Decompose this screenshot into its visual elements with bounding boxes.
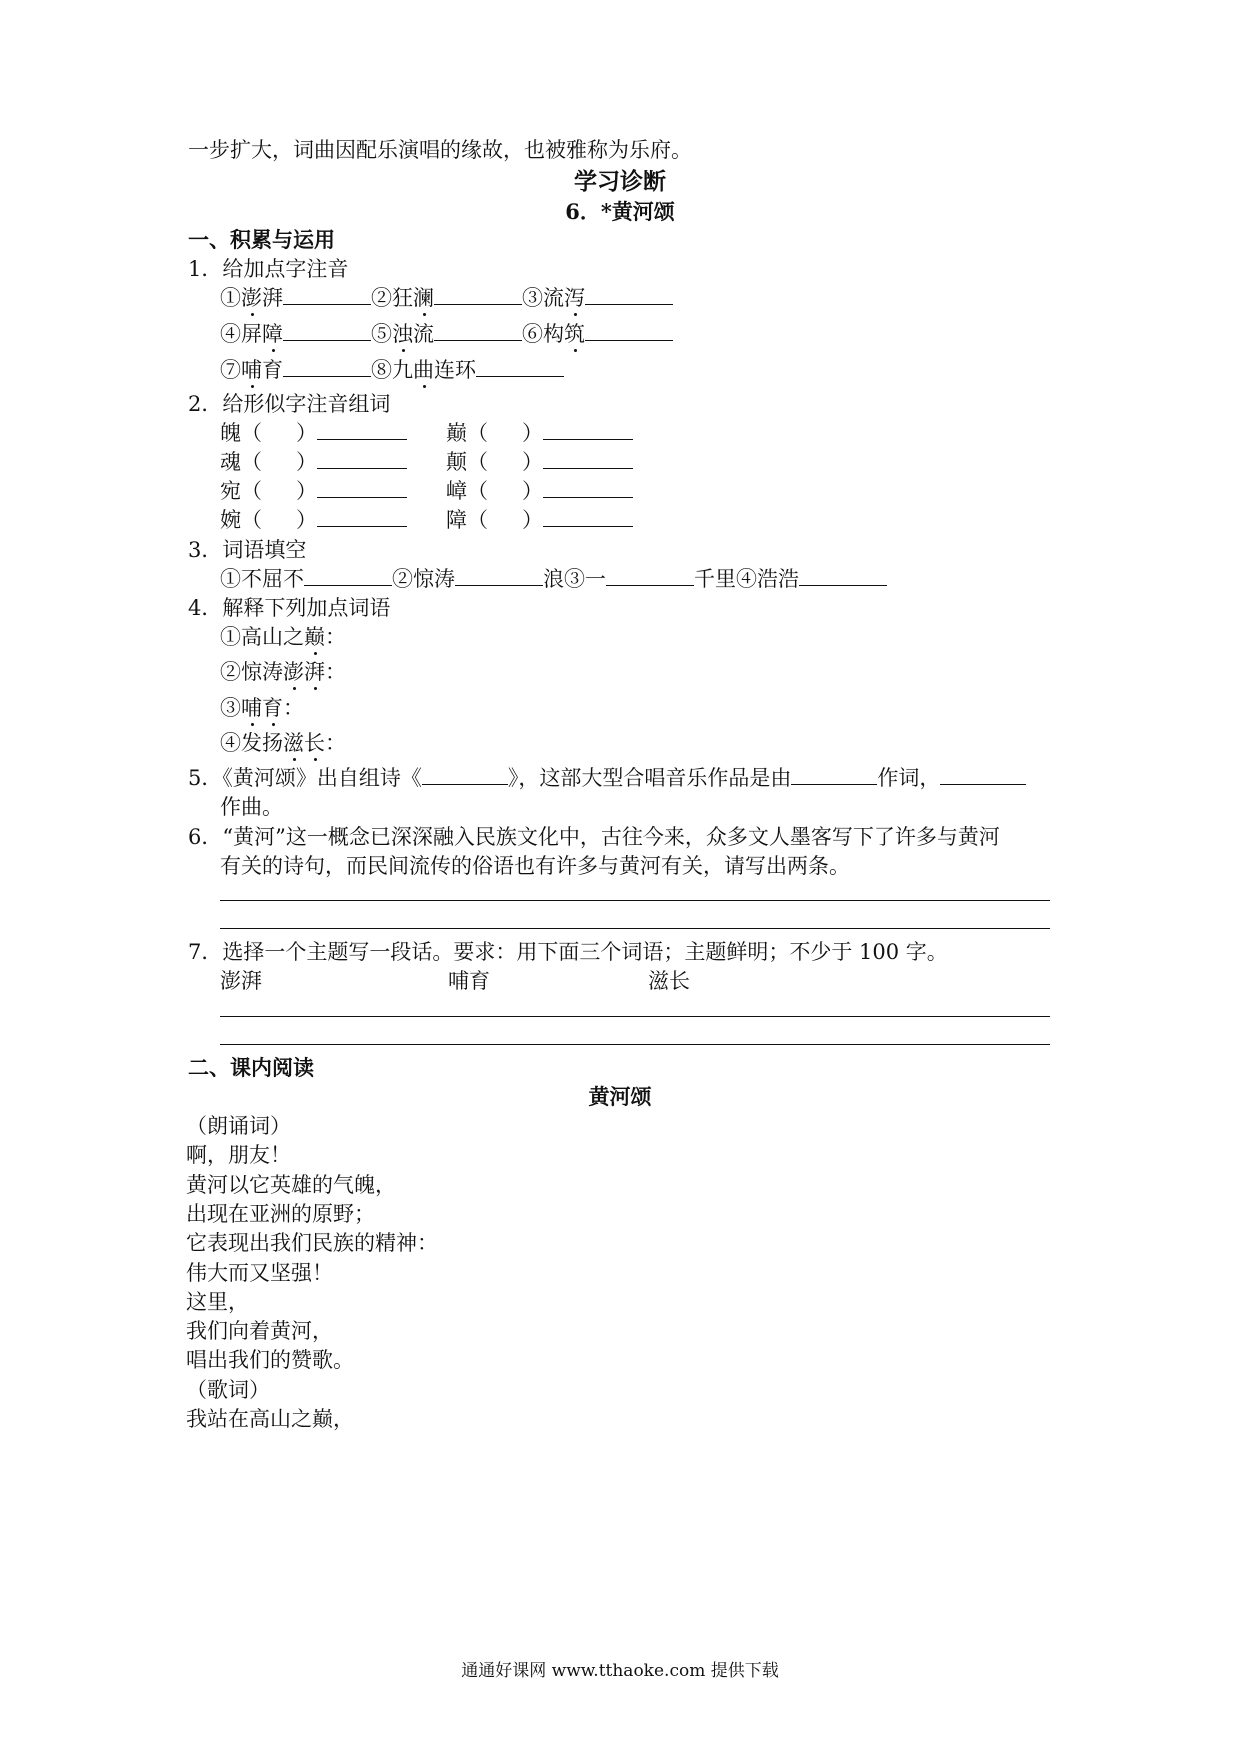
paren-open: （ xyxy=(241,450,262,474)
answer-blank[interactable] xyxy=(317,450,407,469)
poem-line: 这里， xyxy=(186,1289,249,1314)
pinyin-parens[interactable] xyxy=(241,477,317,505)
item-number: ⑤ xyxy=(371,322,392,346)
poem-line: 唱出我们的赞歌。 xyxy=(186,1348,354,1373)
dotted-char: 长 xyxy=(304,731,325,755)
pinyin-parens[interactable] xyxy=(467,477,543,505)
answer-blank[interactable] xyxy=(791,766,877,785)
answer-blank[interactable] xyxy=(585,286,673,305)
intro-line: 一步扩大，词曲因配乐演唱的缘故，也被雅称为乐府。 xyxy=(188,138,692,162)
paren-close: ） xyxy=(522,421,543,445)
pinyin-parens[interactable] xyxy=(241,448,317,476)
glyph: 魂 xyxy=(220,450,241,474)
item-text: 连环 xyxy=(434,358,476,382)
q2-item xyxy=(446,419,633,447)
answer-blank[interactable] xyxy=(543,508,633,527)
answer-blank[interactable] xyxy=(304,567,392,586)
paren-open: （ xyxy=(241,479,262,503)
q4-item xyxy=(220,729,346,757)
item-text: 九 xyxy=(392,358,413,382)
dotted-char: 澎 xyxy=(241,286,262,310)
q2-item xyxy=(220,448,407,476)
q1-row xyxy=(220,284,673,312)
item-number: ③ xyxy=(522,286,543,310)
poem-line: 黄河以它英雄的气魄， xyxy=(186,1172,396,1197)
dotted-char: 澎 xyxy=(283,660,304,684)
item-text: ②惊涛 xyxy=(220,660,283,684)
answer-blank[interactable] xyxy=(585,322,673,341)
q4-item xyxy=(220,658,346,686)
q3-fill-line: ①不屈不 ②惊涛 浪③一 千里④浩浩 xyxy=(220,565,887,593)
paren-close: ） xyxy=(522,479,543,503)
item-text: 构 xyxy=(543,322,564,346)
dotted-char: 浊 xyxy=(392,322,413,346)
q2-item xyxy=(446,448,633,476)
poem-line: 出现在亚洲的原野； xyxy=(186,1201,375,1226)
answer-blank[interactable] xyxy=(606,567,694,586)
paren-open: （ xyxy=(467,450,488,474)
item-text: ： xyxy=(325,660,346,684)
glyph: 婉 xyxy=(220,508,241,532)
item-number: ⑥ xyxy=(522,322,543,346)
answer-blank[interactable] xyxy=(317,479,407,498)
item-text: 流 xyxy=(413,322,434,346)
poem-line: 啊，朋友！ xyxy=(186,1143,291,1168)
poem-line: 我们向着黄河， xyxy=(186,1319,333,1344)
dotted-char: 哺 xyxy=(241,358,262,382)
paren-open: （ xyxy=(467,508,488,532)
poem-line: （朗诵词） xyxy=(186,1114,291,1138)
answer-blank[interactable] xyxy=(283,322,371,341)
dotted-char: 湃 xyxy=(304,660,325,684)
paren-close: ） xyxy=(296,479,317,503)
paren-open: （ xyxy=(241,508,262,532)
dotted-char: 滋 xyxy=(283,731,304,755)
q2-item xyxy=(220,419,407,447)
answer-blank[interactable] xyxy=(799,567,887,586)
pinyin-parens[interactable] xyxy=(241,506,317,534)
dotted-char: 育 xyxy=(262,696,283,720)
item-text: ： xyxy=(325,625,346,649)
q7-word-3: 滋长 xyxy=(648,969,690,993)
paren-open: （ xyxy=(467,479,488,503)
answer-line[interactable] xyxy=(220,928,1050,929)
q2-item xyxy=(446,506,633,534)
item-text: 湃 xyxy=(262,286,283,310)
dotted-char: 曲 xyxy=(413,358,434,382)
paren-open: （ xyxy=(467,421,488,445)
item-text: 屏 xyxy=(241,322,262,346)
item-number: ⑧ xyxy=(371,358,392,382)
answer-blank[interactable] xyxy=(543,450,633,469)
poem-line: 我站在高山之巅， xyxy=(186,1407,354,1431)
dotted-char: 泻 xyxy=(564,286,585,310)
answer-blank[interactable] xyxy=(543,421,633,440)
lesson-title: 6．*黄河颂 xyxy=(565,199,675,224)
paren-close: ） xyxy=(296,421,317,445)
glyph: 宛 xyxy=(220,479,241,503)
answer-blank[interactable] xyxy=(317,508,407,527)
dotted-char: 巅 xyxy=(304,625,325,649)
answer-blank[interactable] xyxy=(476,358,564,377)
paren-close: ） xyxy=(296,450,317,474)
q2-label: 2．给形似字注音组词 xyxy=(188,392,391,416)
item-number: ① xyxy=(220,286,241,310)
item-text: ①高山之 xyxy=(220,625,304,649)
answer-blank[interactable] xyxy=(283,286,371,305)
answer-blank[interactable] xyxy=(434,322,522,341)
poem-title: 黄河颂 xyxy=(588,1084,652,1109)
dotted-char: 筑 xyxy=(564,322,585,346)
paren-close: ） xyxy=(522,450,543,474)
q2-item xyxy=(446,477,633,505)
answer-blank[interactable] xyxy=(422,766,508,785)
q7-word-1: 澎湃 xyxy=(220,969,262,993)
q4-label: 4．解释下列加点词语 xyxy=(188,596,391,620)
q3-label: 3．词语填空 xyxy=(188,538,307,562)
answer-line[interactable] xyxy=(220,1044,1050,1045)
answer-blank[interactable] xyxy=(940,766,1026,785)
item-text: 流 xyxy=(543,286,564,310)
q7-text: 7．选择一个主题写一段话。要求：用下面三个词语；主题鲜明；不少于 100 字。 xyxy=(188,940,948,964)
item-text: ： xyxy=(283,696,304,720)
dotted-char: 哺 xyxy=(241,696,262,720)
paren-open: （ xyxy=(241,421,262,445)
page-title: 学习诊断 xyxy=(574,168,666,195)
q7-word-2: 哺育 xyxy=(448,969,490,993)
answer-line[interactable] xyxy=(220,900,1050,901)
paren-close: ） xyxy=(522,508,543,532)
q4-item xyxy=(220,623,346,651)
q1-label: 1．给加点字注音 xyxy=(188,257,349,281)
q1-row xyxy=(220,356,564,384)
q6-line-1: 6．“黄河”这一概念已深深融入民族文化中，古往今来，众多文人墨客写下了许多与黄河 xyxy=(188,825,1000,849)
footer-credit: 通通好课网 www.tthaoke.com 提供下载 xyxy=(461,1661,779,1681)
answer-blank[interactable] xyxy=(455,567,543,586)
q4-item xyxy=(220,694,304,722)
answer-blank[interactable] xyxy=(434,286,522,305)
section2-heading: 二、课内阅读 xyxy=(188,1055,314,1080)
section1-heading: 一、积累与运用 xyxy=(188,227,335,252)
glyph: 魄 xyxy=(220,421,241,445)
q2-item xyxy=(220,477,407,505)
item-number: ⑦ xyxy=(220,358,241,382)
item-number: ② xyxy=(371,286,392,310)
dotted-char: 澜 xyxy=(413,286,434,310)
q2-item xyxy=(220,506,407,534)
paren-close: ） xyxy=(296,508,317,532)
pinyin-parens[interactable] xyxy=(467,419,543,447)
poem-line: 伟大而又坚强！ xyxy=(186,1260,333,1285)
q1-row xyxy=(220,320,673,348)
glyph: 障 xyxy=(446,508,467,532)
answer-blank[interactable] xyxy=(283,358,371,377)
dotted-char: 障 xyxy=(262,322,283,346)
q5-line: 5．《黄河颂》出自组诗《 》，这部大型合唱音乐作品是由 作词， xyxy=(188,764,1026,792)
poem-line: （歌词） xyxy=(186,1377,270,1402)
poem-line: 它表现出我们民族的精神： xyxy=(186,1231,438,1256)
item-text: 育 xyxy=(262,358,283,382)
answer-line[interactable] xyxy=(220,1016,1050,1017)
pinyin-parens[interactable] xyxy=(241,419,317,447)
glyph: 颠 xyxy=(446,450,467,474)
item-text: ： xyxy=(325,731,346,755)
item-number: ④ xyxy=(220,322,241,346)
glyph: 巅 xyxy=(446,421,467,445)
glyph: 嶂 xyxy=(446,479,467,503)
q5-line-2: 作曲。 xyxy=(220,795,283,819)
item-text: ④发扬 xyxy=(220,731,283,755)
answer-blank[interactable] xyxy=(317,421,407,440)
pinyin-parens[interactable] xyxy=(467,506,543,534)
item-text: 狂 xyxy=(392,286,413,310)
q6-line-2: 有关的诗句，而民间流传的俗语也有许多与黄河有关，请写出两条。 xyxy=(220,854,850,878)
item-text: ③ xyxy=(220,696,241,720)
answer-blank[interactable] xyxy=(543,479,633,498)
pinyin-parens[interactable] xyxy=(467,448,543,476)
